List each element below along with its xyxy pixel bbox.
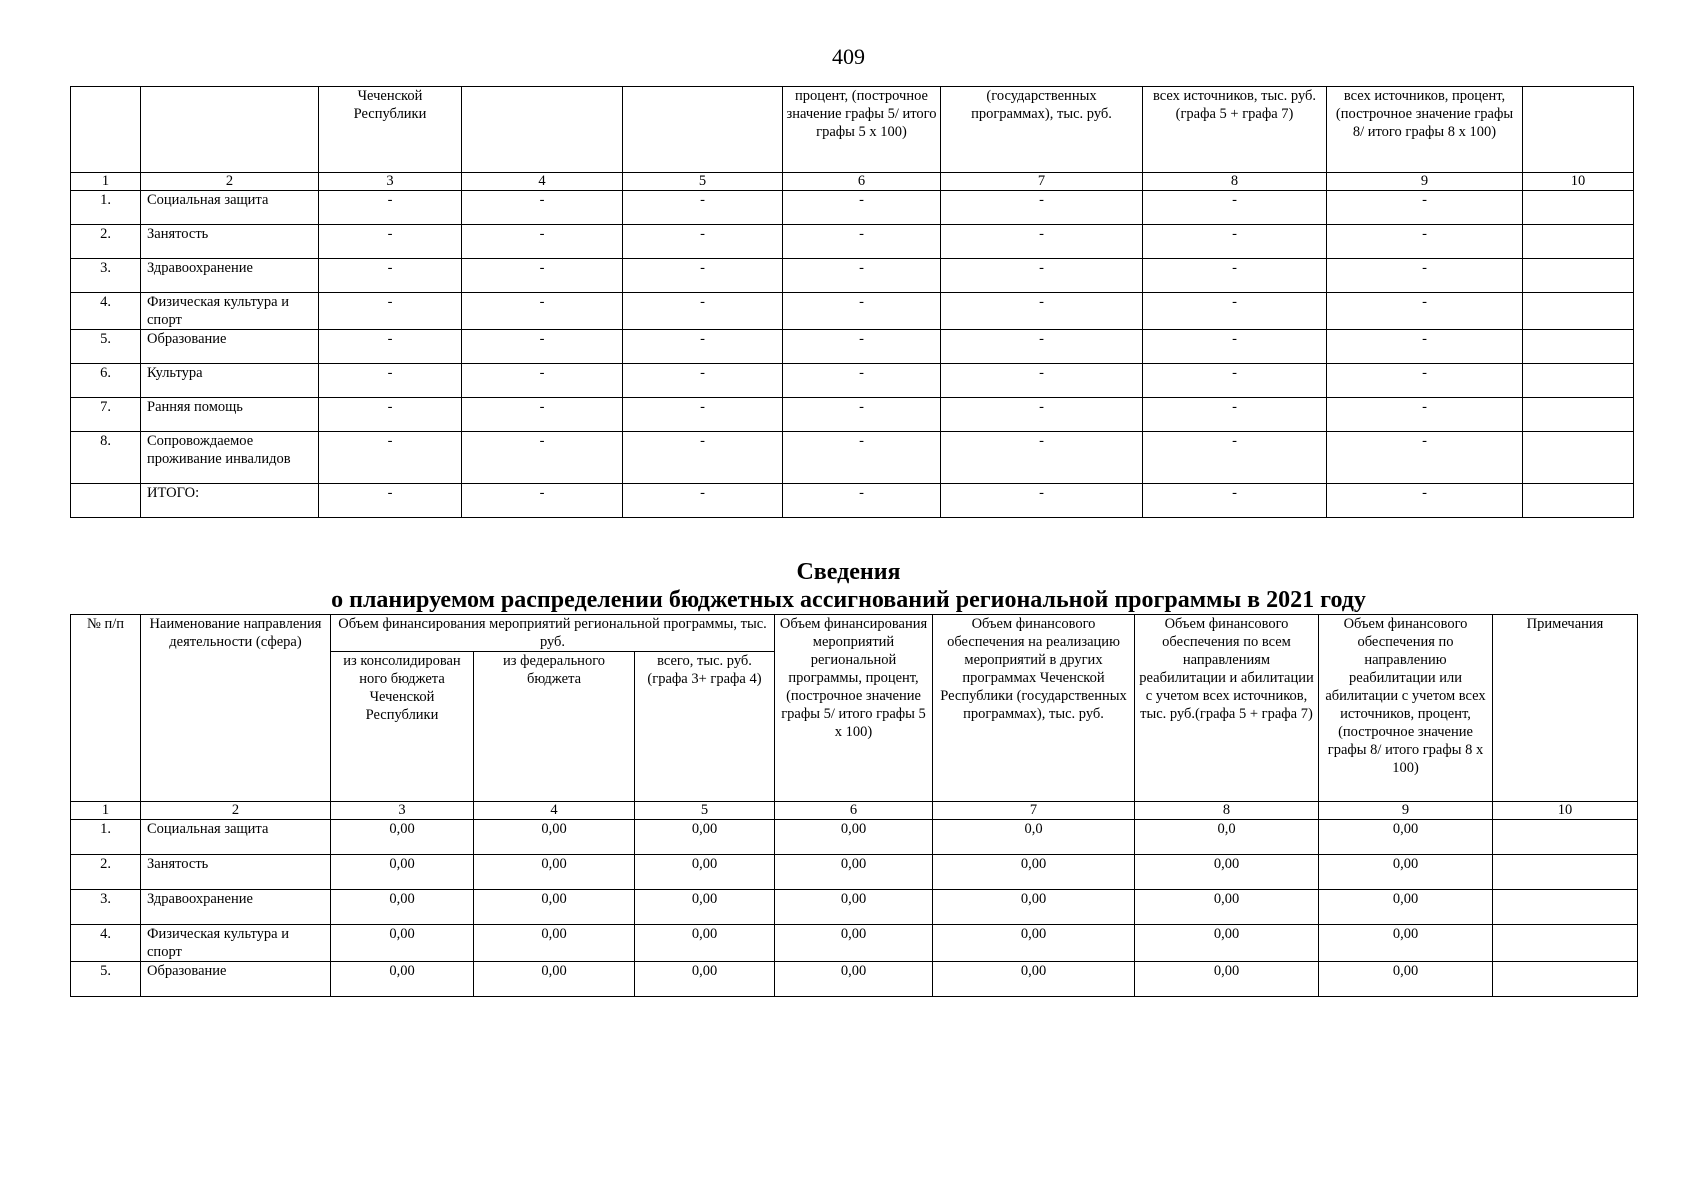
table-row [71,225,1634,259]
cell-col6: - [783,432,941,484]
cell-col8: - [1143,364,1327,398]
table-row [71,855,1638,890]
cell-col4: - [462,191,623,225]
cell-col9: 0,00 [1319,890,1493,925]
cell-col9: - [1327,484,1523,518]
cell-col4: - [462,398,623,432]
cell-col10 [1523,398,1634,432]
cell-col4: 0,00 [474,890,635,925]
cell-col10 [1493,890,1638,925]
cell-col2: Здравоохранение [141,259,319,293]
cell-col3: - [319,484,462,518]
column-number-col6: 6 [783,173,941,191]
column-number-col9: 9 [1319,802,1493,820]
column-number-col4: 4 [462,173,623,191]
cell-col5: - [623,398,783,432]
column-number-col3: 3 [331,802,474,820]
column-number-col7: 7 [933,802,1135,820]
column-number-col5: 5 [623,173,783,191]
cell-col10 [1493,962,1638,997]
cell-col1: 7. [71,398,141,432]
header-col1: № п/п [71,615,141,802]
cell-col3: 0,00 [331,890,474,925]
cell-col3: - [319,432,462,484]
cell-col9: - [1327,330,1523,364]
cell-col10 [1523,191,1634,225]
table-row [71,259,1634,293]
table-row [71,484,1634,518]
cell-col2: ИТОГО: [141,484,319,518]
cell-col2: Занятость [141,855,331,890]
column-number-col1: 1 [71,802,141,820]
header-cell-col1 [71,87,141,173]
cell-col3: 0,00 [331,820,474,855]
cell-col1: 6. [71,364,141,398]
table-row [71,398,1634,432]
cell-col9: - [1327,364,1523,398]
column-number-col2: 2 [141,802,331,820]
column-number-row [71,802,1638,820]
cell-col8: - [1143,225,1327,259]
cell-col10 [1523,432,1634,484]
cell-col4: - [462,432,623,484]
cell-col10 [1493,820,1638,855]
cell-col7: 0,00 [933,890,1135,925]
cell-col10 [1493,855,1638,890]
cell-col9: - [1327,432,1523,484]
cell-col5: - [623,484,783,518]
column-number-col8: 8 [1143,173,1327,191]
table-row [71,191,1634,225]
cell-col10 [1523,484,1634,518]
header-cell-col2 [141,87,319,173]
column-number-col4: 4 [474,802,635,820]
cell-col3: - [319,293,462,330]
cell-col5: - [623,330,783,364]
cell-col8: - [1143,330,1327,364]
cell-col8: - [1143,259,1327,293]
cell-col3: 0,00 [331,925,474,962]
table-budget-2021 [70,614,1638,997]
cell-col2: Физическая культура и спорт [141,925,331,962]
header-cell-col4 [462,87,623,173]
cell-col6: 0,00 [775,890,933,925]
cell-col5: 0,00 [635,890,775,925]
cell-col6: - [783,191,941,225]
cell-col1: 4. [71,293,141,330]
cell-col8: - [1143,191,1327,225]
cell-col5: 0,00 [635,925,775,962]
column-number-col8: 8 [1135,802,1319,820]
cell-col6: 0,00 [775,962,933,997]
cell-col7: - [941,484,1143,518]
cell-col1: 5. [71,330,141,364]
cell-col6: 0,00 [775,820,933,855]
column-number-col1: 1 [71,173,141,191]
cell-col5: - [623,364,783,398]
header-col9: Объем финансового обеспечения по направлению реабилитации или абилитации с учетом всех источников, процент, (построчное значение графы 8/ итого графы 8 х 100) [1319,615,1493,802]
cell-col3: - [319,225,462,259]
cell-col7: - [941,364,1143,398]
cell-col4: - [462,293,623,330]
cell-col3: - [319,259,462,293]
section-title: Сведения [796,559,901,585]
cell-col4: 0,00 [474,855,635,890]
header-group-financing: Объем финансирования мероприятий региональной программы, тыс. руб. [331,615,775,652]
cell-col5: - [623,432,783,484]
header-col6: Объем финансирования мероприятий региональной программы, процент, (построчное значение графы 5/ итого графы 5 х 100) [775,615,933,802]
cell-col7: - [941,432,1143,484]
header-cell-col6: процент, (построчное значение графы 5/ итого графы 5 х 100) [783,87,941,173]
cell-col8: - [1143,484,1327,518]
header-row [71,615,1638,652]
cell-col2: Образование [141,330,319,364]
cell-col1: 2. [71,225,141,259]
cell-col10 [1493,925,1638,962]
cell-col6: - [783,484,941,518]
cell-col2: Социальная защита [141,820,331,855]
header-col7: Объем финансового обеспечения на реализацию мероприятий в других программах Чеченской Республики (государственных программах), тыс. руб. [933,615,1135,802]
cell-col8: 0,00 [1135,890,1319,925]
column-number-col6: 6 [775,802,933,820]
cell-col2: Сопровождаемое проживание инвалидов [141,432,319,484]
cell-col8: 0,00 [1135,962,1319,997]
cell-col7: 0,0 [933,820,1135,855]
cell-col4: - [462,225,623,259]
cell-col10 [1523,364,1634,398]
column-number-col9: 9 [1327,173,1523,191]
column-number-col5: 5 [635,802,775,820]
column-number-col10: 10 [1523,173,1634,191]
cell-col7: - [941,225,1143,259]
cell-col1: 1. [71,191,141,225]
cell-col2: Занятость [141,225,319,259]
cell-col6: - [783,330,941,364]
header-cell-col5 [623,87,783,173]
cell-col9: - [1327,225,1523,259]
page-number: 409 [832,44,865,69]
table-row [71,330,1634,364]
column-number-row [71,173,1634,191]
cell-col4: - [462,484,623,518]
table-row [71,820,1638,855]
cell-col7: - [941,330,1143,364]
header-col8: Объем финансового обеспечения по всем направлениям реабилитации и абилитации с учетом всех источников, тыс. руб.(графа 5 + графа 7) [1135,615,1319,802]
header-col3: из консолидирован ного бюджета Чеченской Республики [331,652,474,802]
cell-col9: - [1327,259,1523,293]
cell-col6: 0,00 [775,855,933,890]
cell-col8: 0,00 [1135,925,1319,962]
table-row [71,293,1634,330]
cell-col6: - [783,259,941,293]
header-cell-col9: всех источников, процент, (построчное значение графы 8/ итого графы 8 х 100) [1327,87,1523,173]
cell-col4: 0,00 [474,962,635,997]
cell-col10 [1523,293,1634,330]
cell-col8: - [1143,432,1327,484]
cell-col6: - [783,293,941,330]
cell-col2: Культура [141,364,319,398]
cell-col10 [1523,259,1634,293]
column-number-col7: 7 [941,173,1143,191]
cell-col3: - [319,191,462,225]
section-subtitle: о планируемом распределении бюджетных ассигнований региональной программы в 2021 году [331,587,1366,613]
table-row [71,890,1638,925]
header-col2: Наименование направления деятельности (сфера) [141,615,331,802]
cell-col9: - [1327,191,1523,225]
cell-col5: - [623,225,783,259]
cell-col2: Образование [141,962,331,997]
table-row [71,432,1634,484]
cell-col6: - [783,225,941,259]
cell-col10 [1523,225,1634,259]
header-cell-col7: (государственных программах), тыс. руб. [941,87,1143,173]
cell-col4: - [462,330,623,364]
cell-col6: - [783,364,941,398]
cell-col5: - [623,259,783,293]
cell-col1: 5. [71,962,141,997]
cell-col5: - [623,191,783,225]
table-row [71,962,1638,997]
header-col10: Примечания [1493,615,1638,802]
cell-col1: 3. [71,259,141,293]
cell-col3: 0,00 [331,855,474,890]
cell-col1 [71,484,141,518]
cell-col5: 0,00 [635,855,775,890]
cell-col7: - [941,191,1143,225]
cell-col2: Социальная защита [141,191,319,225]
header-col5: всего, тыс. руб. (графа 3+ графа 4) [635,652,775,802]
cell-col7: - [941,293,1143,330]
table-row [71,925,1638,962]
cell-col8: 0,0 [1135,820,1319,855]
cell-col8: - [1143,398,1327,432]
header-cell-col3: Чеченской Республики [319,87,462,173]
cell-col1: 2. [71,855,141,890]
cell-col1: 1. [71,820,141,855]
cell-col6: - [783,398,941,432]
cell-col4: 0,00 [474,820,635,855]
header-row [71,87,1634,173]
column-number-col3: 3 [319,173,462,191]
table-row [71,364,1634,398]
cell-col7: - [941,398,1143,432]
cell-col4: - [462,364,623,398]
header-cell-col10 [1523,87,1634,173]
cell-col9: - [1327,398,1523,432]
cell-col9: 0,00 [1319,925,1493,962]
cell-col1: 3. [71,890,141,925]
cell-col2: Физическая культура и спорт [141,293,319,330]
cell-col3: - [319,364,462,398]
cell-col7: - [941,259,1143,293]
cell-col8: - [1143,293,1327,330]
cell-col2: Ранняя помощь [141,398,319,432]
cell-col9: 0,00 [1319,962,1493,997]
cell-col9: 0,00 [1319,820,1493,855]
column-number-col2: 2 [141,173,319,191]
column-number-col10: 10 [1493,802,1638,820]
cell-col1: 8. [71,432,141,484]
table-continuation [70,86,1634,518]
cell-col6: 0,00 [775,925,933,962]
cell-col4: 0,00 [474,925,635,962]
cell-col7: 0,00 [933,962,1135,997]
cell-col3: - [319,330,462,364]
cell-col7: 0,00 [933,855,1135,890]
cell-col9: - [1327,293,1523,330]
header-col4: из федерального бюджета [474,652,635,802]
cell-col10 [1523,330,1634,364]
cell-col3: 0,00 [331,962,474,997]
cell-col2: Здравоохранение [141,890,331,925]
cell-col7: 0,00 [933,925,1135,962]
cell-col1: 4. [71,925,141,962]
cell-col5: - [623,293,783,330]
cell-col8: 0,00 [1135,855,1319,890]
cell-col5: 0,00 [635,820,775,855]
header-cell-col8: всех источников, тыс. руб.(графа 5 + графа 7) [1143,87,1327,173]
cell-col9: 0,00 [1319,855,1493,890]
cell-col5: 0,00 [635,962,775,997]
cell-col4: - [462,259,623,293]
cell-col3: - [319,398,462,432]
